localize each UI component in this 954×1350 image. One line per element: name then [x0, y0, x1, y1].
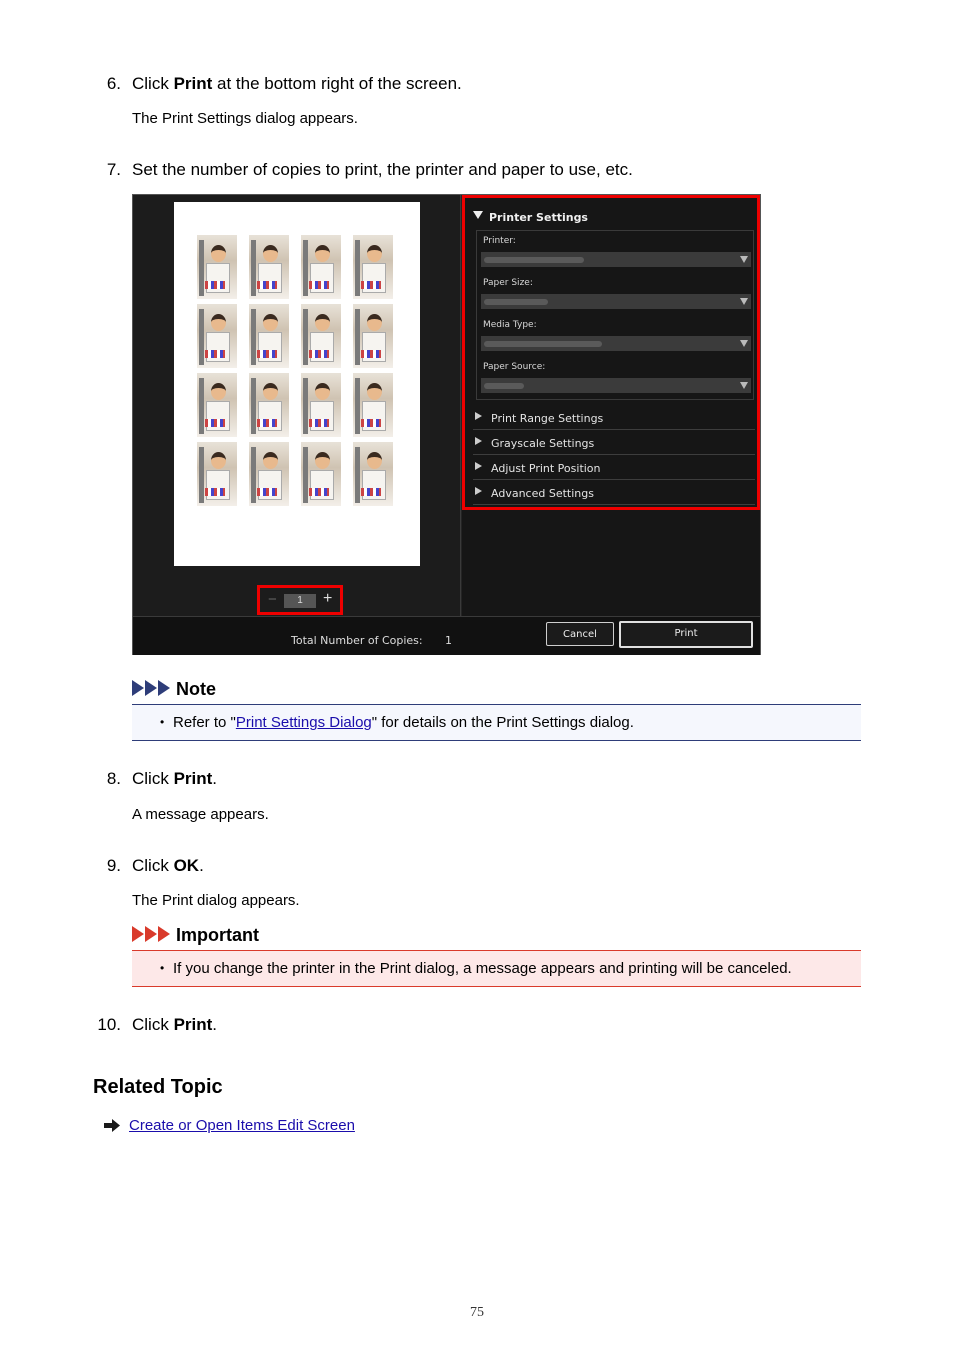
printer-select[interactable]	[481, 252, 751, 267]
copies-input[interactable]: 1	[284, 594, 316, 608]
expand-arrow-icon	[475, 487, 482, 495]
print-settings-screenshot	[132, 194, 761, 655]
step-text: Click Print at the bottom right of the screen.	[132, 74, 462, 93]
total-copies-value: 1	[445, 634, 452, 647]
print-settings-dialog-link[interactable]: Print Settings Dialog	[235, 714, 372, 731]
printer-label: Printer:	[483, 236, 516, 246]
photo-thumbnail	[301, 304, 341, 368]
section-advanced[interactable]: Advanced Settings	[473, 480, 755, 505]
note-header	[132, 679, 272, 701]
arrow-right-icon	[104, 1119, 120, 1132]
paper-source-select[interactable]	[481, 378, 751, 393]
photo-thumbnail	[301, 373, 341, 437]
step-8-result: A message appears.	[132, 806, 269, 823]
printer-settings-group	[476, 230, 754, 400]
media-type-label: Media Type:	[483, 320, 537, 330]
copies-decrement-button[interactable]: −	[268, 591, 277, 608]
photo-thumbnail	[353, 235, 393, 299]
section-print-range[interactable]: Print Range Settings	[473, 405, 755, 430]
note-chevron-icon	[145, 680, 157, 696]
photo-thumbnail	[301, 442, 341, 506]
step-6-result: The Print Settings dialog appears.	[132, 110, 358, 127]
step-number: 9.	[106, 856, 121, 875]
step-number: 6.	[106, 74, 121, 93]
photo-thumbnail	[197, 373, 237, 437]
note-title: Note	[176, 679, 216, 699]
step-text: Click Print.	[132, 1015, 218, 1034]
copies-highlight	[257, 585, 343, 615]
paper-size-select[interactable]	[481, 294, 751, 309]
note-chevron-icon	[158, 680, 170, 696]
important-chevron-icon	[158, 926, 170, 942]
photo-thumbnail	[353, 304, 393, 368]
photo-thumbnail	[353, 373, 393, 437]
related-topic-heading: Related Topic	[93, 1076, 223, 1098]
chevron-down-icon	[740, 340, 748, 347]
printer-settings-header[interactable]: Printer Settings	[489, 211, 588, 224]
photo-thumbnail	[249, 304, 289, 368]
photo-thumbnail	[197, 304, 237, 368]
photo-thumbnail	[301, 235, 341, 299]
important-item: • If you change the printer in the Print dialog, a message appears and printing will be canceled.	[173, 960, 792, 977]
step-number: 7.	[106, 160, 121, 179]
step-text: Set the number of copies to print, the printer and paper to use, etc.	[132, 160, 633, 179]
preview-pane	[133, 195, 461, 616]
paper-preview	[174, 202, 420, 566]
chevron-down-icon	[740, 298, 748, 305]
settings-pane	[462, 195, 760, 616]
note-chevron-icon	[132, 680, 144, 696]
photo-thumbnail	[249, 373, 289, 437]
important-title: Important	[176, 925, 259, 945]
chevron-down-icon	[740, 256, 748, 263]
section-adjust-position[interactable]: Adjust Print Position	[473, 455, 755, 480]
print-button[interactable]: Print	[619, 621, 753, 648]
paper-source-label: Paper Source:	[483, 362, 546, 372]
photo-thumbnail	[249, 235, 289, 299]
note-item: • Refer to "Print Settings Dialog" for details on the Print Settings dialog.	[173, 714, 634, 731]
photo-thumbnail	[197, 235, 237, 299]
page-number: 75	[470, 1305, 484, 1320]
settings-highlight	[462, 195, 760, 510]
chevron-down-icon	[740, 382, 748, 389]
step-number: 8.	[106, 769, 121, 788]
important-chevron-icon	[145, 926, 157, 942]
section-grayscale[interactable]: Grayscale Settings	[473, 430, 755, 455]
paper-size-label: Paper Size:	[483, 278, 533, 288]
media-type-select[interactable]	[481, 336, 751, 351]
step-text: Click Print.	[132, 769, 218, 788]
expand-arrow-icon	[475, 437, 482, 445]
cancel-button[interactable]: Cancel	[546, 622, 614, 646]
important-box	[132, 950, 861, 987]
photo-thumbnail	[249, 442, 289, 506]
dialog-bottom-bar	[133, 616, 760, 655]
total-copies-label: Total Number of Copies:	[291, 634, 423, 647]
important-chevron-icon	[132, 926, 144, 942]
photo-thumbnail	[197, 442, 237, 506]
important-header	[132, 925, 292, 947]
step-number: 10.	[97, 1015, 121, 1034]
copies-increment-button[interactable]: +	[323, 590, 333, 607]
step-9-result: The Print dialog appears.	[132, 892, 300, 909]
expand-arrow-icon	[475, 412, 482, 420]
note-box	[132, 704, 861, 741]
step-text: Click OK.	[132, 856, 204, 875]
photo-thumbnail	[353, 442, 393, 506]
expand-triangle-icon[interactable]	[473, 211, 483, 219]
create-open-items-edit-screen-link[interactable]: Create or Open Items Edit Screen	[129, 1117, 355, 1134]
expand-arrow-icon	[475, 462, 482, 470]
